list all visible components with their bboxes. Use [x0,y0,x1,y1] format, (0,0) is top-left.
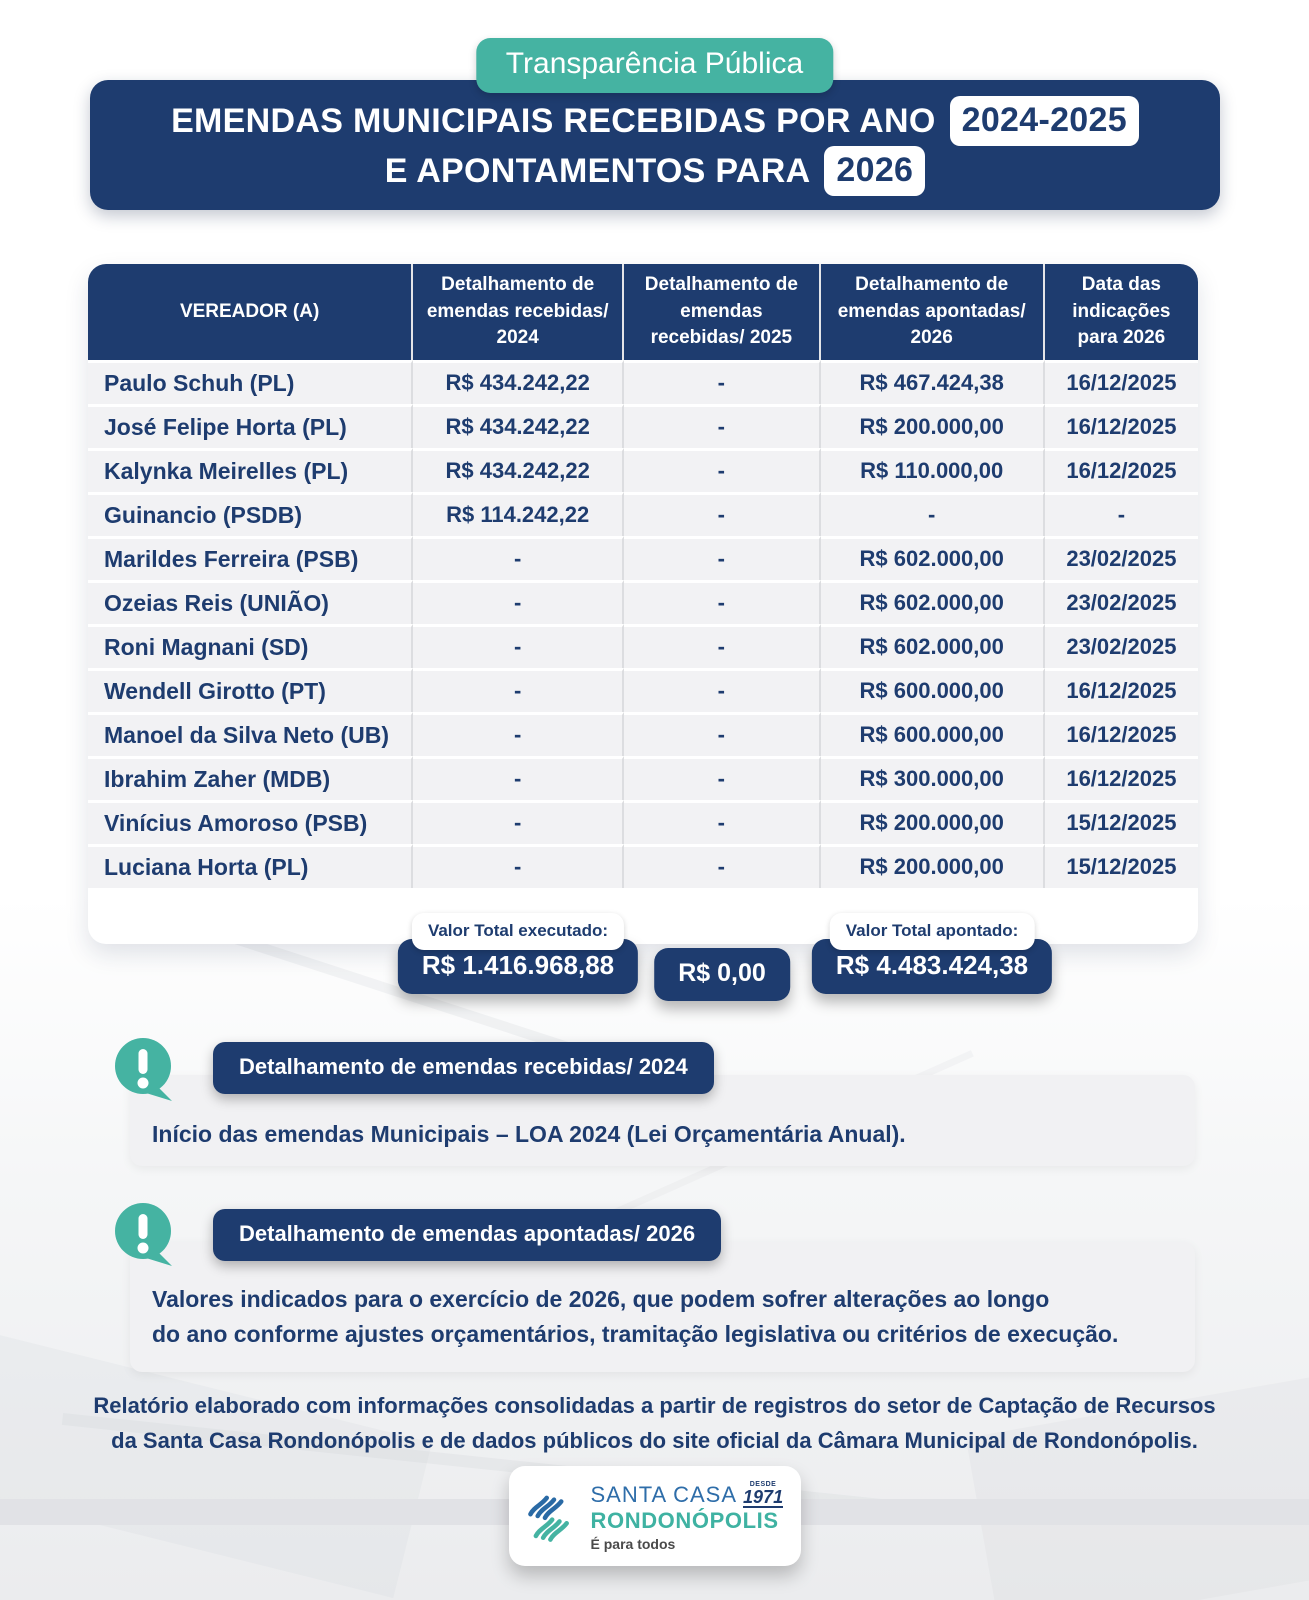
vereador-cell: Paulo Schuh (PL) [88,360,413,404]
value-cell: - [624,712,820,756]
vereador-cell: José Felipe Horta (PL) [88,404,413,448]
value-cell: R$ 602.000,00 [821,624,1045,668]
vereador-cell: Roni Magnani (SD) [88,624,413,668]
logo-since-1971 [743,1481,783,1508]
value-cell: R$ 600.000,00 [821,712,1045,756]
logo-tagline: É para todos [590,1535,676,1552]
value-cell: R$ 200.000,00 [821,404,1045,448]
logo-rondonopolis: RONDONÓPOLIS [590,1507,779,1533]
value-cell: - [624,624,820,668]
date-cell: 23/02/2025 [1045,580,1198,624]
logo-santa-casa: SANTA CASA [590,1481,738,1507]
value-cell: - [624,492,820,536]
total-pointed-label: Valor Total apontado: [830,913,1035,950]
total-2025-value: R$ 0,00 [654,948,790,1001]
value-cell: - [624,360,820,404]
vereador-cell: Manoel da Silva Neto (UB) [88,712,413,756]
note-body-apontadas-2026 [130,1242,1195,1372]
value-cell: - [624,800,820,844]
note-title-apontadas-2026: Detalhamento de emendas apontadas/ 2026 [213,1209,721,1261]
report-source-line: Relatório elaborado com informações consolidadas a partir de registros do setor de Captação de Recursos [93,1393,1216,1418]
date-cell: 16/12/2025 [1045,668,1198,712]
exclamation-bubble-icon [112,1037,178,1107]
value-cell: R$ 602.000,00 [821,536,1045,580]
column-header-vereador: VEREADOR (A) [88,264,413,360]
date-cell: 15/12/2025 [1045,800,1198,844]
date-cell: 23/02/2025 [1045,536,1198,580]
total-executed-label: Valor Total executado: [412,913,624,950]
amendments-table-card [88,264,1198,944]
vereador-cell: Wendell Girotto (PT) [88,668,413,712]
value-cell: - [624,536,820,580]
column-header-apontadas-2026: Detalhamento de emendas apontadas/ 2026 [821,264,1045,360]
waves-logo-icon [525,1487,583,1545]
title-banner [90,80,1220,210]
vereador-cell: Guinancio (PSDB) [88,492,413,536]
vereador-cell: Ibrahim Zaher (MDB) [88,756,413,800]
total-pointed-value: R$ 4.483.424,38 [812,939,1052,994]
value-cell: - [624,668,820,712]
year-badge-2026: 2026 [824,146,925,196]
logo-year: 1971 [743,1486,784,1507]
title-line-2 [385,146,926,196]
date-cell: 16/12/2025 [1045,756,1198,800]
vereador-cell: Vinícius Amoroso (PSB) [88,800,413,844]
date-cell: 23/02/2025 [1045,624,1198,668]
title-line-1 [171,96,1139,146]
note-body-line: do ano conforme ajustes orçamentários, tramitação legislativa ou critérios de execução. [152,1321,1119,1347]
column-header-data-indicacoes: Data das indicações para 2026 [1045,264,1198,360]
date-cell: 16/12/2025 [1045,712,1198,756]
value-cell: - [413,712,624,756]
date-cell: 15/12/2025 [1045,844,1198,888]
total-executed-value: R$ 1.416.968,88 [398,939,638,994]
report-source-note [0,1388,1309,1458]
value-cell: R$ 600.000,00 [821,668,1045,712]
value-cell: - [413,668,624,712]
date-cell: 16/12/2025 [1045,360,1198,404]
value-cell: - [413,536,624,580]
value-cell: - [413,624,624,668]
value-cell: - [624,580,820,624]
value-cell: R$ 200.000,00 [821,800,1045,844]
vereador-cell: Ozeias Reis (UNIÃO) [88,580,413,624]
value-cell: - [413,756,624,800]
value-cell: R$ 467.424,38 [821,360,1045,404]
logo-text-block [591,1481,784,1552]
note-body-line: Início das emendas Municipais – LOA 2024 (Lei Orçamentária Anual). [152,1121,906,1147]
date-cell: - [1045,492,1198,536]
value-cell: R$ 110.000,00 [821,448,1045,492]
amendments-table [88,264,1198,888]
value-cell: - [821,492,1045,536]
value-cell: - [413,844,624,888]
date-cell: 16/12/2025 [1045,404,1198,448]
value-cell: R$ 602.000,00 [821,580,1045,624]
value-cell: R$ 200.000,00 [821,844,1045,888]
value-cell: - [624,844,820,888]
vereador-cell: Kalynka Meirelles (PL) [88,448,413,492]
value-cell: - [413,800,624,844]
note-body-line: Valores indicados para o exercício de 2026, que podem sofrer alterações ao longo [152,1286,1050,1312]
value-cell: - [413,580,624,624]
value-cell: R$ 434.242,22 [413,448,624,492]
title-text-1: EMENDAS MUNICIPAIS RECEBIDAS POR ANO [171,102,936,140]
vereador-cell: Marildes Ferreira (PSB) [88,536,413,580]
value-cell: R$ 114.242,22 [413,492,624,536]
value-cell: R$ 434.242,22 [413,404,624,448]
date-cell: 16/12/2025 [1045,448,1198,492]
value-cell: R$ 300.000,00 [821,756,1045,800]
logo-desde-label: DESDE [749,1480,777,1488]
column-header-recebidas-2024: Detalhamento de emendas recebidas/ 2024 [413,264,624,360]
report-source-line: da Santa Casa Rondonópolis e de dados públicos do site oficial da Câmara Municipal de Rondonópolis. [111,1428,1198,1453]
santa-casa-logo-card [509,1466,801,1566]
value-cell: - [624,756,820,800]
title-text-2: E APONTAMENTOS PARA [384,152,811,190]
column-header-recebidas-2025: Detalhamento de emendas recebidas/ 2025 [624,264,820,360]
vereador-cell: Luciana Horta (PL) [88,844,413,888]
value-cell: - [624,404,820,448]
note-title-recebidas-2024: Detalhamento de emendas recebidas/ 2024 [213,1042,714,1094]
value-cell: R$ 434.242,22 [413,360,624,404]
transparency-badge: Transparência Pública [476,38,833,93]
value-cell: - [624,448,820,492]
exclamation-bubble-icon [112,1202,178,1272]
year-badge-2024-2025: 2024-2025 [950,96,1139,146]
